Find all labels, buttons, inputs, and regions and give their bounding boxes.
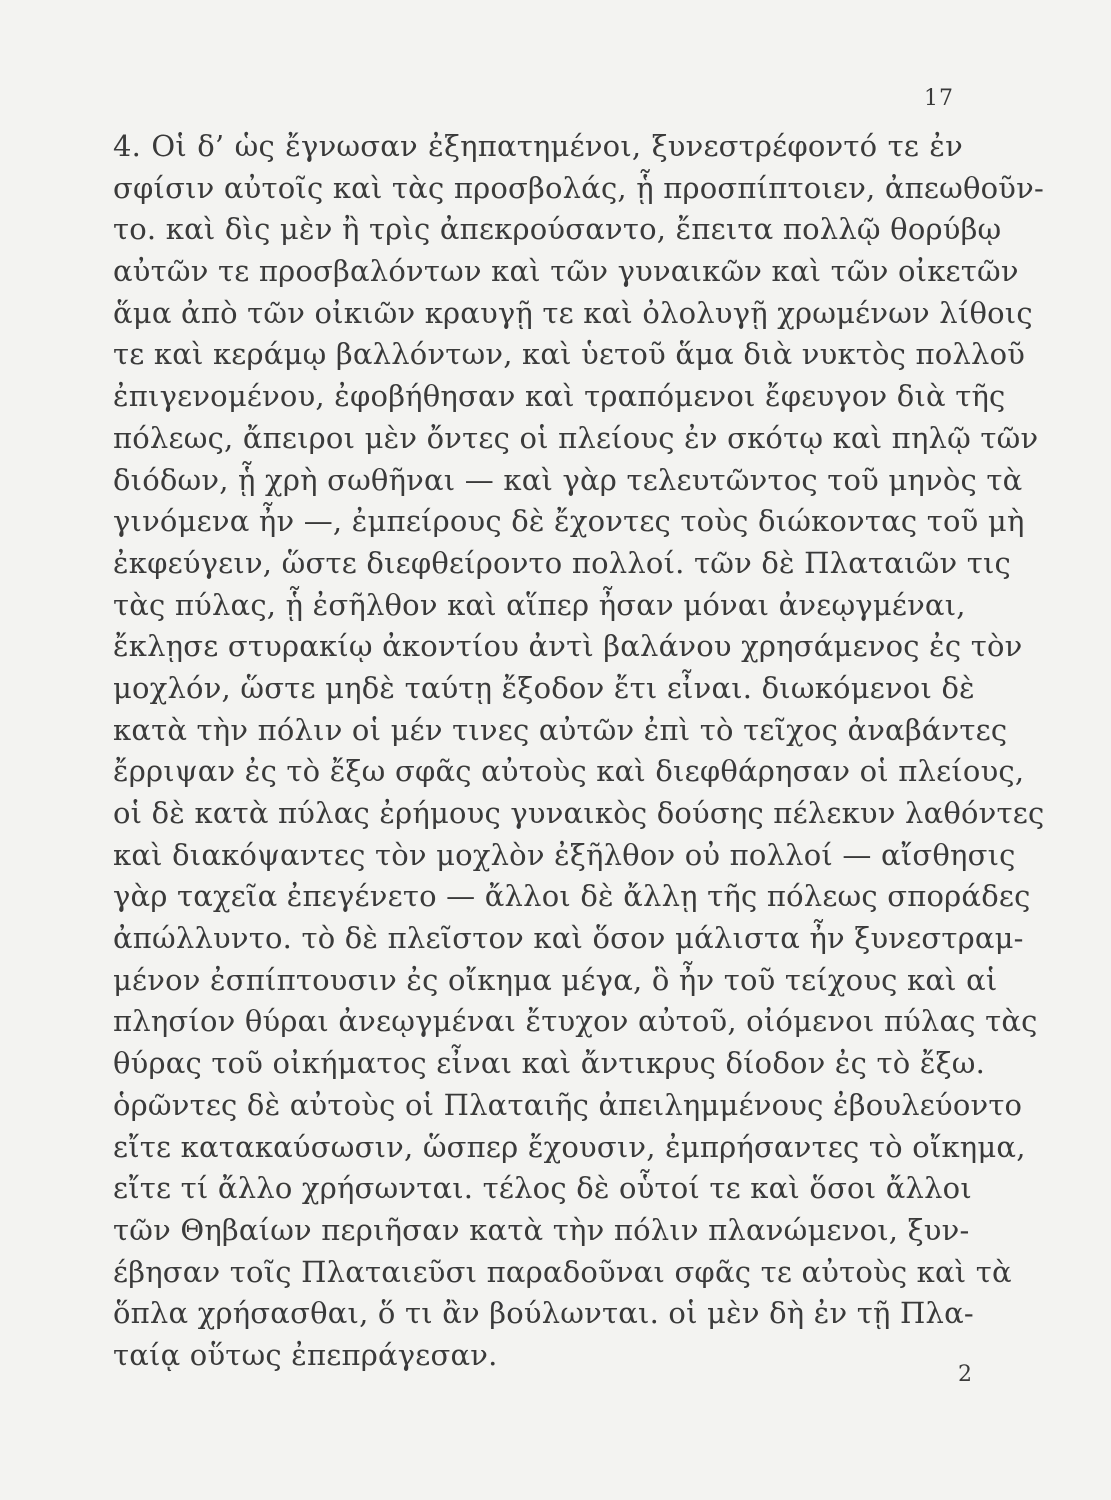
text-line: εἴτε κατακαύσωσιν, ὥσπερ ἔχουσιν, ἐμπρήσαντες τὸ οἴκημα, bbox=[113, 1129, 1026, 1164]
text-line: τὰς πύλας, ᾗ ἐσῆλθον καὶ αἵπερ ἦσαν μόναι ἀνεῳγμέναι, bbox=[113, 587, 966, 622]
text-line: αὐτῶν τε προσβαλόντων καὶ τῶν γυναικῶν καὶ τῶν οἰκετῶν bbox=[113, 254, 1019, 289]
text-line: ἔκλῃσε στυρακίῳ ἀκοντίου ἀντὶ βαλάνου χρησάμενος ἐς τὸν bbox=[113, 629, 1023, 664]
text-line: ὁρῶντες δὲ αὐτοὺς οἱ Πλαταιῆς ἀπειλημμένους ἐβουλεύοντο bbox=[113, 1087, 1023, 1122]
body-text bbox=[113, 126, 1045, 1377]
text-line: σφίσιν αὐτοῖς καὶ τὰς προσβολάς, ᾗ προσπίπτοιεν, ἀπεωθοῦν- bbox=[113, 170, 1044, 205]
text-line: μοχλόν, ὥστε μηδὲ ταύτῃ ἔξοδον ἔτι εἶναι. διωκόμενοι δὲ bbox=[113, 670, 975, 705]
text-line: θύρας τοῦ οἰκήματος εἶναι καὶ ἄντικρυς δίοδον ἐς τὸ ἔξω. bbox=[113, 1046, 986, 1081]
text-line: το. καὶ δὶς μὲν ἢ τρὶς ἀπεκρούσαντο, ἔπειτα πολλῷ θορύβῳ bbox=[113, 212, 1002, 247]
text-line: έβησαν τοῖς Πλαταιεῦσι παραδοῦναι σφᾶς τε αὐτοὺς καὶ τὰ bbox=[113, 1254, 1012, 1289]
text-line: πόλεως, ἄπειροι μὲν ὄντες οἱ πλείους ἐν σκότῳ καὶ πηλῷ τῶν bbox=[113, 420, 1039, 455]
text-line: πλησίον θύραι ἀνεῳγμέναι ἔτυχον αὐτοῦ, οἰόμενοι πύλας τὰς bbox=[113, 1004, 1038, 1039]
text-line: γινόμενα ἦν —, ἐμπείρους δὲ ἔχοντες τοὺς διώκοντας τοῦ μὴ bbox=[113, 504, 1025, 539]
text-line: διόδων, ᾗ χρὴ σωθῆναι — καὶ γὰρ τελευτῶντος τοῦ μηνὸς τὰ bbox=[113, 462, 1023, 497]
text-line: τε καὶ κεράμῳ βαλλόντων, καὶ ὑετοῦ ἅμα διὰ νυκτὸς πολλοῦ bbox=[113, 337, 1026, 372]
text-line: ἅμα ἀπὸ τῶν οἰκιῶν κραυγῇ τε καὶ ὀλολυγῇ χρωμένων λίθοις bbox=[113, 295, 1033, 330]
text-line: τῶν Θηβαίων περιῆσαν κατὰ τὴν πόλιν πλανώμενοι, ξυν- bbox=[113, 1212, 970, 1247]
signature-mark: 2 bbox=[958, 1362, 972, 1387]
text-line-last: ταίᾳ οὕτως ἐπεπράγεσαν. bbox=[113, 1337, 498, 1372]
text-line: 4. Οἱ δ’ ὡς ἔγνωσαν ἐξηπατημένοι, ξυνεστρέφοντό τε ἐν bbox=[113, 129, 963, 163]
text-line: ἐπιγενομένου, ἐφοβήθησαν καὶ τραπόμενοι ἔφευγον διὰ τῆς bbox=[113, 379, 1006, 414]
text-line: μένον ἐσπίπτουσιν ἐς οἴκημα μέγα, ὃ ἦν τοῦ τείχους καὶ αἱ bbox=[113, 962, 998, 997]
text-line: εἴτε τί ἄλλο χρήσωνται. τέλος δὲ οὗτοί τε καὶ ὅσοι ἄλλοι bbox=[113, 1171, 972, 1206]
text-line: καὶ διακόψαντες τὸν μοχλὸν ἐξῆλθον οὐ πολλοί — αἴσθησις bbox=[113, 837, 1016, 872]
text-line: ὅπλα χρήσασθαι, ὅ τι ἂν βούλωνται. οἱ μὲν δὴ ἐν τῇ Πλα- bbox=[113, 1296, 974, 1331]
text-line: ἔρριψαν ἐς τὸ ἔξω σφᾶς αὐτοὺς καὶ διεφθάρησαν οἱ πλείους, bbox=[113, 754, 1025, 789]
page-number: 17 bbox=[924, 86, 954, 111]
text-line: ἀπώλλυντο. τὸ δὲ πλεῖστον καὶ ὅσον μάλιστα ἦν ξυνεστραμ- bbox=[113, 921, 1024, 956]
text-line: οἱ δὲ κατὰ πύλας ἐρήμους γυναικὸς δούσης πέλεκυν λαθόντες bbox=[113, 796, 1045, 830]
text-line: γὰρ ταχεῖα ἐπεγένετο — ἄλλοι δὲ ἄλλῃ τῆς πόλεως σποράδες bbox=[113, 879, 1031, 914]
text-line: κατὰ τὴν πόλιν οἱ μέν τινες αὐτῶν ἐπὶ τὸ τεῖχος ἀναβάντες bbox=[113, 712, 1008, 747]
text-line: ἐκφεύγειν, ὥστε διεφθείροντο πολλοί. τῶν δὲ Πλαταιῶν τις bbox=[113, 545, 1011, 580]
